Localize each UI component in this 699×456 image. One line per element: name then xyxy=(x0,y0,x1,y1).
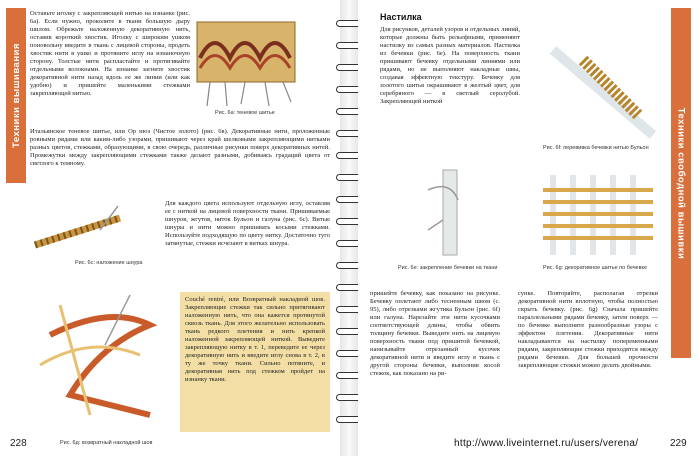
right-page xyxy=(358,0,699,456)
right-text-1: Для рисунков, деталей узоров и отдельных линий, которые должны быть рельефными, применяют настилку из самых разных материалов. Настилка из бечевки (рис. 6е). На поверхность ткани пришивают бечевку отдельными линиями или рядами, но не выполняют накладные швы, создавая эффектную текстуру. Бечевку для золотого шитья окрашивают в желтый цвет, для серебряного — в светлый серолубой. Закрепляющей ниткой xyxy=(380,26,520,105)
section-heading: Настилка xyxy=(380,12,422,22)
right-page-number: 229 xyxy=(670,438,687,449)
left-text-2: Итальянское теневое шитье, или Ор нюэ (Чистое золото) (рис. 6в). Декоративные нити, проложенные ровными рядами или каким-либо узорами, пришивают через край шелковыми закрепляющими нитками разных цветов, стежками, образующими, в свою очередь, различные рисунки поверх декоративных нитей. Промежутки между закрепляющими стежками также делают разными, добиваясь градаций цвета от светлого к темному. xyxy=(30,128,330,167)
left-page-number: 228 xyxy=(10,438,27,449)
left-text-1: Оставьте иголку с закрепляющей нитью на изнанке (рис. 6а). Если нужно, проколите в ткани большую дыру шилом. Обрежьте наложенную декоративную нить, оставив короткий хвостик. Иголку с широким ушком поновольну введите в ткань с лицевой стороны, продеть хвостик нити в ушко и протяните иглу на изнаночную сторону. Толстые нити распластайте и протягивайте отдельными волокнами. На изнанке загните хвостик декоративной нити назад вдоль ее же линии (или как удобно) и пришейте маленькими стежками закрепляющей нитью. xyxy=(30,10,190,97)
figure-6d-return-couching xyxy=(30,285,180,425)
right-side-tab: Техники свободной вышивки xyxy=(671,8,691,358)
right-text-2: пришейте бечевку, как показано на рисунке. Бечевку оплетают либо тесненным швом (с. 95), либо отрезками жгутика Бульон (рис. 6f) или галуна. Нарезайте эти нити кусочками соответствующей длины, чтобы обвить толщину бечевки. Выведите нить на лицевую поверхность ткани под пришитой бечевкой, нанизывайте отрезанный кусочек декоративной нити и введите иглу в ткань с другой стороны бечевки, выполнив косой стежок, как показано на ри- xyxy=(370,290,500,377)
figure-6c-cord-couching xyxy=(30,200,130,255)
figure-6g-decorative-string-work xyxy=(538,170,658,260)
figure-6e-string-couching xyxy=(398,160,508,260)
left-text-3: Для каждого цвета используют отдельную иглу, оставляя ее с ниткой на лицевой поверхности ткани. Пришиваемые шнуров, жгутов, ниток Бульон и галуна (рис. 6с). Витые шнуры и нити можно пришивать косыми стежками. Используйте подходящую по цвету нитку. Достаточно туго затянутые, стежки исчезают в витках шнура. xyxy=(165,200,330,247)
figure-6f-bulion-wrapping xyxy=(543,40,663,140)
caption-6f: Рис. 6f: перевивка бечевки нитью Бульон xyxy=(543,145,649,151)
left-page xyxy=(0,0,340,456)
caption-6e: Рис. 6е: закрепление бечевки на ткани xyxy=(398,265,498,271)
box-text: Couché rentré, или Возвратный накладной шов. Закрепляющие стежки так сильно притягивают наложенную нить, что она кажется протянутой сквозь ткань. Для этого желательно использовать ткань редкого плетения и нить крепкой наложенной закрепляющей ниткой. Выведите закрепляющую нитку в т. 1, переведите ее через декоративную нить и введите иглу снова в т. 2, в ту же точку ткани. Сильно потяните, и декоративная нить под стежком пройдет на изнанку ткани. xyxy=(185,296,325,383)
right-text-3: сунке. Повторяйте, располагая отрезки декоративной нити вплотную, чтобы полностью скрыть бечевку. (рис. 6g) Сначала пришейте параллельными рядами бечевку, затем поверх — по бечевке выполните разнообразные узоры с эффектом плетения. Декоративные нити накладываются на настилку попеременными рядами, закрепляющие стежки приходятся между рядами бечевки. Для большей прочности закрепляющие стежки можно делать двойными. xyxy=(518,290,658,369)
caption-6d: Рис. 6д: возвратный накладной шов xyxy=(60,440,153,446)
caption-6a: Рис. 6а: теневое шитье xyxy=(215,110,275,116)
caption-6g: Рис. 6g: декоративное шитье по бечевке xyxy=(543,265,648,271)
left-side-tab: Техники вышивания xyxy=(6,8,26,183)
caption-6c: Рис. 6с: наложение шнура xyxy=(75,260,143,266)
figure-6a-shadow-stitch xyxy=(195,18,315,110)
watermark-url[interactable]: http://www.liveinternet.ru/users/verena/ xyxy=(454,438,639,449)
